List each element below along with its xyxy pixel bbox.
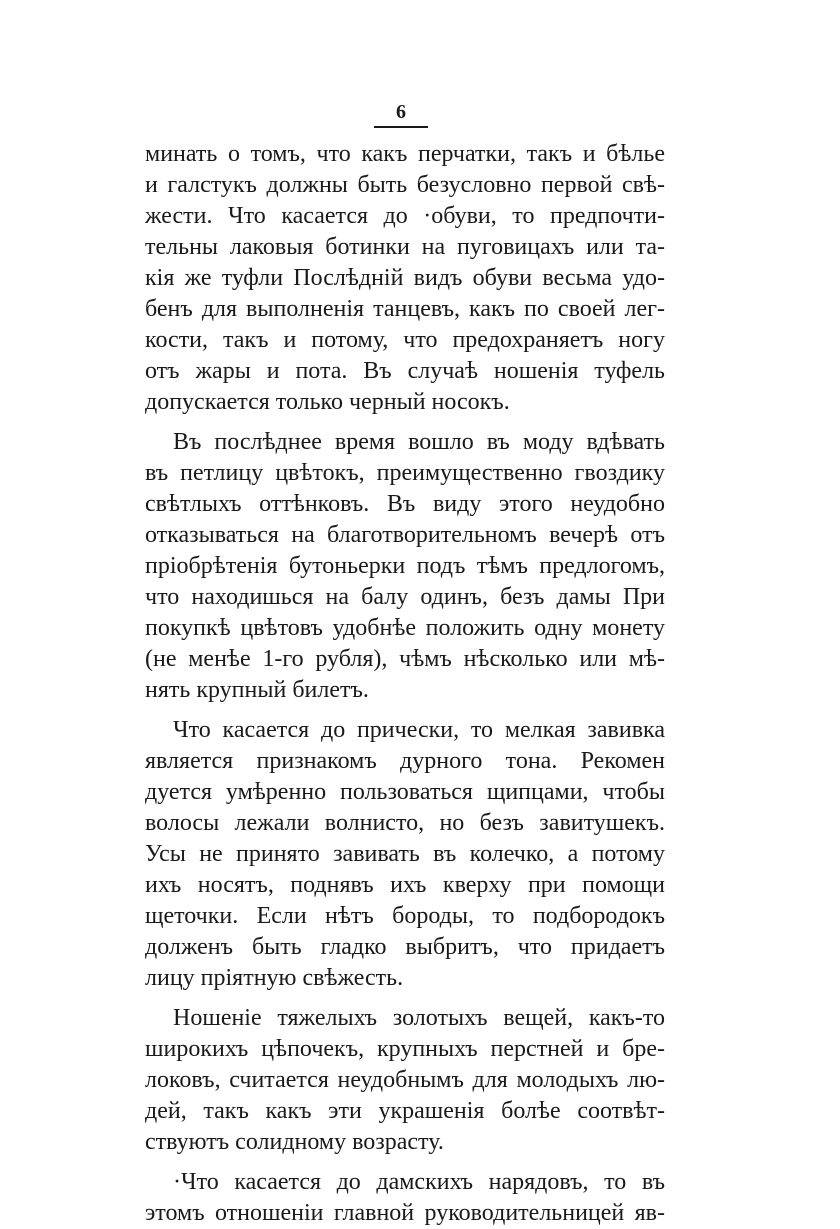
page-number: 6 <box>396 101 406 123</box>
text-line: волосы лежали волнисто, но безъ завитушекъ. <box>145 810 665 836</box>
paragraph <box>145 1003 665 1158</box>
text-line: дуется умѣренно пользоваться щипцами, чтобы <box>145 779 665 805</box>
text-line: въ петлицу цвѣтокъ, преимущественно гвоздику <box>145 460 665 486</box>
text-line: и галстукъ должны быть безусловно первой свѣ- <box>145 172 665 198</box>
text-line: допускается только черный носокъ. <box>145 389 510 415</box>
paragraph <box>145 715 665 994</box>
text-line: Что касается до прически, то мелкая завивка <box>173 717 665 743</box>
paragraph <box>145 139 665 418</box>
text-line: кости, такъ и потому, что предохраняетъ ногу <box>145 327 665 353</box>
text-line: ствуютъ солидному возрасту. <box>145 1129 444 1155</box>
text-line: Въ послѣднее время вошло въ моду вдѣвать <box>173 429 665 455</box>
text-line: жести. Что касается до ·обуви, то предпочти- <box>145 203 665 229</box>
text-line: тельны лаковыя ботинки на пуговицахъ или та- <box>145 234 665 260</box>
text-line: лицу пріятную свѣжесть. <box>145 965 404 991</box>
text-line: покупкѣ цвѣтовъ удобнѣе положить одну монету <box>145 615 665 641</box>
text-line: минать о томъ, что какъ перчатки, такъ и бѣлье <box>145 141 665 167</box>
text-line: дей, такъ какъ эти украшенія болѣе соотвѣт- <box>145 1098 665 1124</box>
text-line: бенъ для выполненія танцевъ, какъ по своей лег- <box>145 296 665 322</box>
page-number-rule <box>374 126 428 128</box>
text-line: отказываться на благотворительномъ вечерѣ отъ <box>145 522 665 548</box>
paragraph <box>145 1167 665 1229</box>
text-line: Усы не принято завивать въ колечко, а потому <box>145 841 665 867</box>
text-line: Ношеніе тяжелыхъ золотыхъ вещей, какъ-то <box>173 1005 665 1031</box>
text-line: кія же туфли Послѣдній видъ обуви весьма удо- <box>145 265 665 291</box>
text-line: щеточки. Если нѣтъ бороды, то подбородокъ <box>145 903 665 929</box>
text-line: долженъ быть гладко выбритъ, что придаетъ <box>145 934 665 960</box>
paragraph <box>145 427 665 706</box>
text-line: ихъ носятъ, поднявъ ихъ кверху при помощи <box>145 872 665 898</box>
text-line: отъ жары и пота. Въ случаѣ ношенія туфель <box>145 358 665 384</box>
body-text <box>145 139 665 1229</box>
text-line: нять крупный билетъ. <box>145 677 369 703</box>
text-line: что находишься на балу одинъ, безъ дамы При <box>145 584 665 610</box>
text-line: (не менѣе 1-го рубля), чѣмъ нѣсколько или мѣ- <box>145 646 665 672</box>
text-line: является признакомъ дурного тона. Рекомен <box>145 748 665 774</box>
text-line: ·Что касается до дамскихъ нарядовъ, то въ <box>173 1169 665 1195</box>
text-line: этомъ отношеніи главной руководительницей яв- <box>145 1200 665 1226</box>
text-line: пріобрѣтенія бутоньерки подъ тѣмъ предлогомъ, <box>145 553 665 579</box>
text-line: широкихъ цѣпочекъ, крупныхъ перстней и бре- <box>145 1036 665 1062</box>
text-line: свѣтлыхъ оттѣнковъ. Въ виду этого неудобно <box>145 491 665 517</box>
text-line: локовъ, считается неудобнымъ для молодыхъ лю- <box>145 1067 665 1093</box>
